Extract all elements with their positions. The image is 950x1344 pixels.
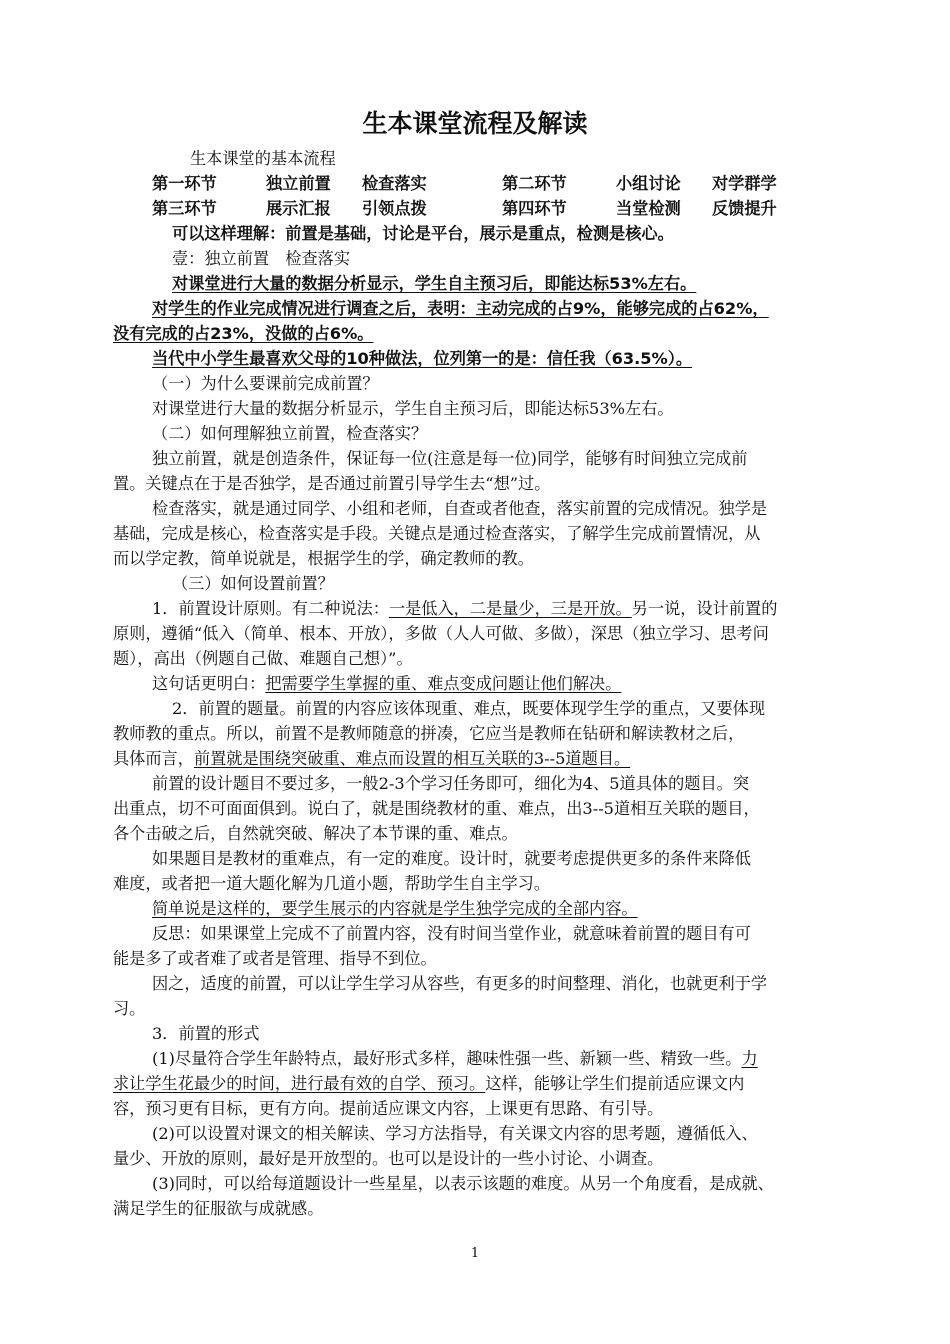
flow-cell: 检查落实	[362, 174, 427, 193]
underlined-text: 一是低入，二是量少，三是开放。	[388, 599, 632, 618]
paragraph-line: 题），高出（例题自己做、难题自己想）”。	[113, 649, 413, 668]
flow-cell: 第二环节	[502, 174, 567, 193]
subsection-heading: 3．前置的形式	[152, 1024, 260, 1043]
text-run: 1．前置设计原则。有二种说法：	[152, 599, 389, 618]
flow-cell: 对学群学	[712, 174, 777, 193]
paragraph-line: 出重点，切不可面面俱到。说白了，就是围绕教材的重、难点，出3--5道相互关联的题目，	[113, 799, 760, 818]
flow-cell: 第三环节	[152, 199, 217, 218]
flow-row-2	[152, 198, 777, 220]
paragraph-line: 习。	[113, 999, 146, 1018]
text-run: 具体而言，	[113, 749, 194, 768]
paragraph-line: 各个击破之后，自然就突破、解决了本节课的重、难点。	[113, 824, 518, 843]
flow-cell: 小组讨论	[616, 174, 681, 193]
underlined-text: 前置就是围绕突破重、难点而设置的相互关联的3--5道题目。	[193, 749, 631, 768]
question-2: （二）如何理解独立前置，检查落实？	[152, 424, 428, 443]
statistic-2-line-2: 没有完成的占23%，没做的占6%。	[113, 324, 374, 343]
underlined-text: 力	[741, 1049, 758, 1068]
flow-cell: 展示汇报	[266, 199, 331, 218]
paragraph-line: 因之，适度的前置，可以让学生学习从容些，有更多的时间整理、消化，也就更利于学	[152, 974, 768, 993]
paragraph-line: 而以学定教，简单说就是，根据学生的学，确定教师的教。	[113, 549, 534, 568]
page-title: 生本课堂流程及解读	[362, 109, 588, 138]
underlined-text: 把需要学生掌握的重、难点变成问题让他们解决。	[265, 674, 622, 693]
paragraph-line: (2)可以设置对课文的相关解读、学习方法指导，有关课文内容的思考题，遵循低入、	[152, 1124, 758, 1143]
statistic-3: 当代中小学生最喜欢父母的10种做法，位列第一的是：信任我（63.5%）。	[152, 349, 693, 368]
paragraph-line	[113, 1073, 744, 1095]
flow-cell: 第四环节	[502, 199, 567, 218]
statistic-1: 对课堂进行大量的数据分析显示，学生自主预习后，即能达标53%左右。	[172, 274, 697, 293]
text-run: (1)尽量符合学生年龄特点，最好形式多样，趣味性强一些、新颖一些、精致一些。	[152, 1049, 742, 1068]
flow-row-1	[152, 173, 777, 195]
paragraph-line: 基础，完成是核心，检查落实是手段。关键点是通过检查落实，了解学生完成前置情况，从	[113, 524, 761, 543]
flow-cell: 引领点拨	[362, 199, 427, 218]
paragraph-line: 量少、开放的原则，最好是开放型的。也可以是设计的一些小讨论、小调查。	[113, 1149, 664, 1168]
paragraph-line: 2．前置的题量。前置的内容应该体现重、难点，既要体现学生学的重点，又要体现	[172, 699, 766, 718]
paragraph-line: 检查落实，就是通过同学、小组和老师，自查或者他查，落实前置的完成情况。独学是	[152, 499, 768, 518]
flow-cell: 第一环节	[152, 174, 217, 193]
flow-cell: 反馈提升	[712, 199, 777, 218]
paragraph-line	[113, 748, 630, 770]
paragraph-line: 反思：如果课堂上完成不了前置内容，没有时间当堂作业，就意味着前置的题目有可	[152, 924, 751, 943]
understanding-line: 可以这样理解：前置是基础，讨论是平台，展示是重点，检测是核心。	[172, 224, 674, 243]
text-run: 这样，能够让学生们提前适应课文内	[485, 1074, 745, 1093]
paragraph-line: 难度，或者把一道大题化解为几道小题，帮助学生自主学习。	[113, 874, 551, 893]
section-heading: 壹：独立前置 检查落实	[172, 249, 351, 268]
paragraph-line: 独立前置，就是创造条件，保证每一位(注意是每一位)同学，能够有时间独立完成前	[152, 449, 748, 468]
paragraph-line: 教师教的重点。所以，前置不是教师随意的拼凑，它应当是教师在钻研和解读教材之后，	[113, 724, 745, 743]
page-number: 1	[470, 1246, 480, 1261]
statistic-2-line-1: 对学生的作业完成情况进行调查之后，表明：主动完成的占9%，能够完成的占62%，	[152, 299, 769, 318]
question-1: （一）为什么要课前完成前置？	[152, 374, 379, 393]
answer-1: 对课堂进行大量的数据分析显示，学生自主预习后，即能达标53%左右。	[152, 399, 674, 418]
paragraph-line	[152, 598, 777, 620]
subtitle: 生本课堂的基本流程	[190, 149, 336, 168]
paragraph-line: 置。关键点在于是否独学，是否通过前置引导学生去“想”过。	[113, 474, 551, 493]
underlined-text: 求让学生花最少的时间，进行最有效的自学、预习。	[113, 1074, 486, 1093]
paragraph-line: (3)同时，可以给每道题设计一些星星，以表示该题的难度。从另一个角度看，是成就、	[152, 1174, 774, 1193]
underlined-text: 简单说是这样的，要学生展示的内容就是学生独学完成的全部内容。	[152, 899, 638, 918]
paragraph-line	[152, 1048, 758, 1070]
flow-cell: 独立前置	[266, 174, 331, 193]
paragraph-line: 能是多了或者难了或者是管理、指导不到位。	[113, 949, 437, 968]
paragraph-line: 如果题目是教材的重难点，有一定的难度。设计时，就要考虑提供更多的条件来降低	[152, 849, 751, 868]
paragraph-line	[152, 673, 621, 695]
paragraph-line: 原则，遵循“低入（简单、根本、开放），多做（人人可做、多做），深思（独立学习、思考问	[113, 624, 769, 643]
question-3: （三）如何设置前置？	[172, 574, 334, 593]
paragraph-line: 前置的设计题目不要过多，一般2-3个学习任务即可，细化为4、5道具体的题目。突	[152, 774, 750, 793]
paragraph-line: 满足学生的征服欲与成就感。	[113, 1199, 324, 1218]
paragraph-line: 容，预习更有目标，更有方向。提前适应课文内容，上课更有思路、有引导。	[113, 1099, 664, 1118]
text-run: 另一说，设计前置的	[631, 599, 778, 618]
text-run: 这句话更明白：	[152, 674, 266, 693]
flow-cell: 当堂检测	[616, 199, 681, 218]
